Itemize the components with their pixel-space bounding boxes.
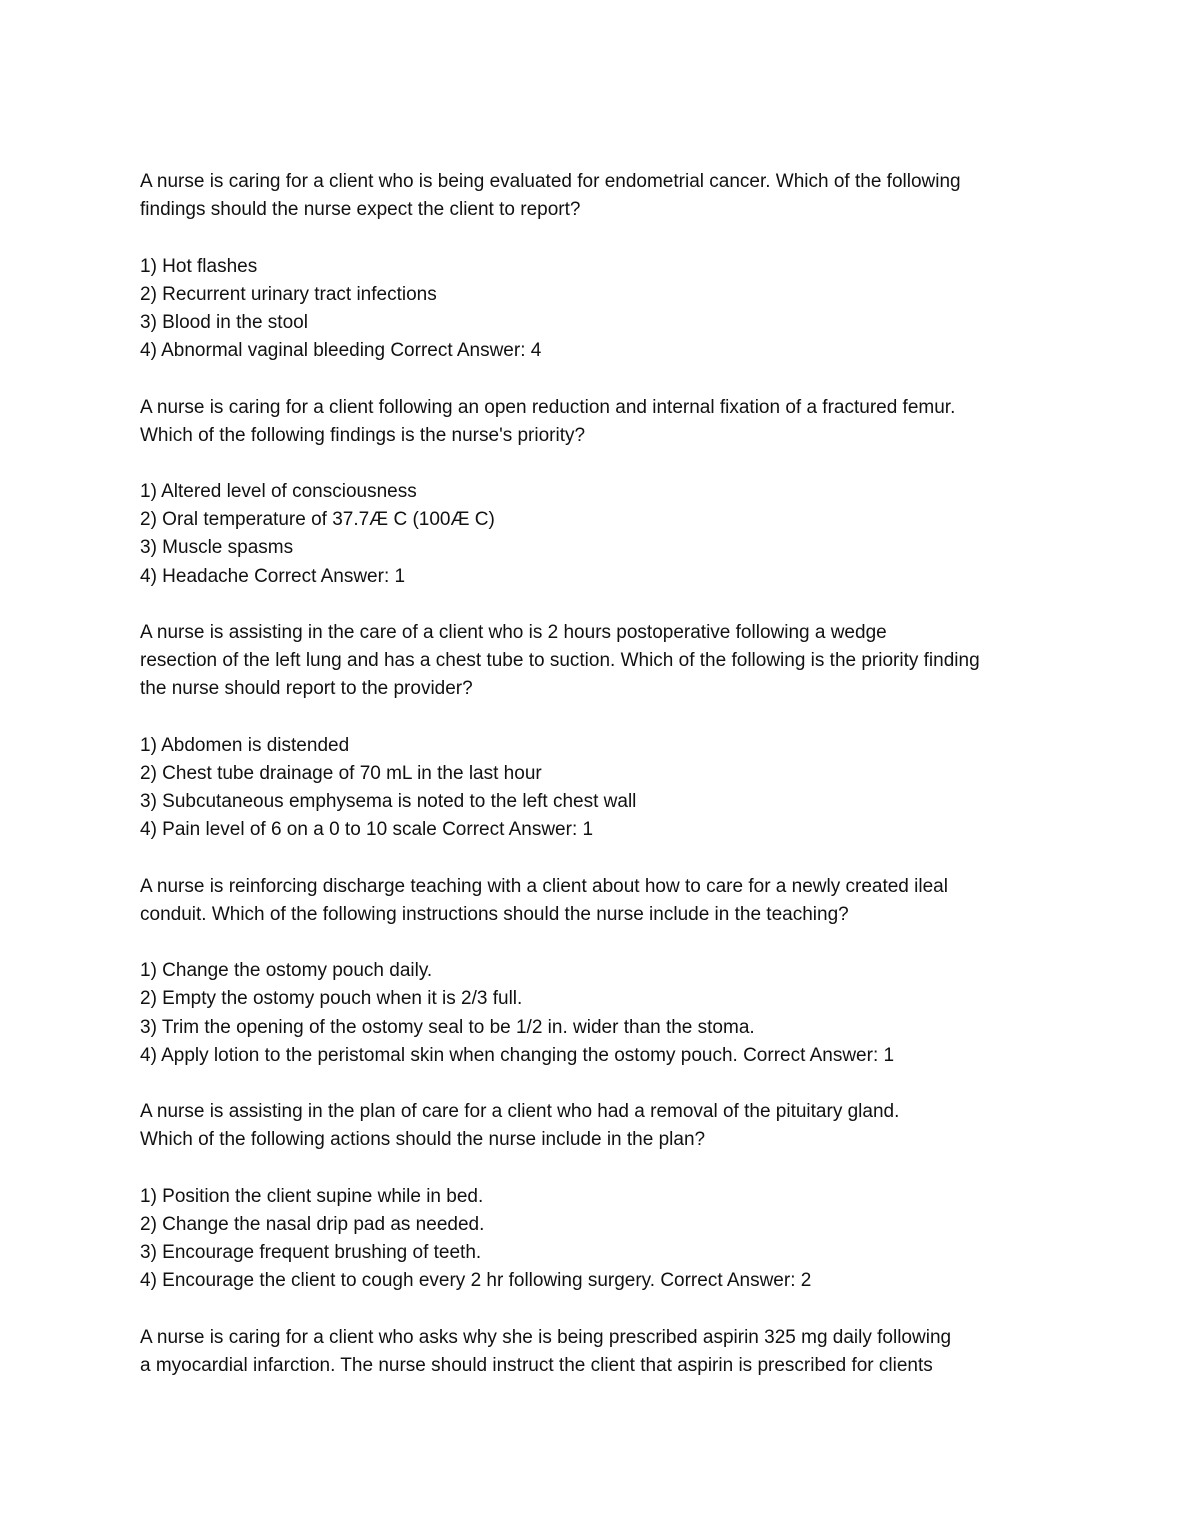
document-page <box>140 168 1040 1380</box>
question-2 <box>140 394 1040 591</box>
answer-option: 4) Pain level of 6 on a 0 to 10 scale Correct Answer: 1 <box>140 819 594 841</box>
question-stem-line: A nurse is assisting in the care of a client who is 2 hours postoperative following a wedge <box>140 622 887 643</box>
answer-option: 1) Altered level of consciousness <box>140 481 417 503</box>
answer-option: 3) Encourage frequent brushing of teeth. <box>140 1242 482 1264</box>
answer-option: 1) Abdomen is distended <box>140 734 350 756</box>
answer-option: 1) Hot flashes <box>140 255 258 277</box>
answer-option: 3) Blood in the stool <box>140 311 308 333</box>
answer-option: 2) Empty the ostomy pouch when it is 2/3 full. <box>140 988 523 1010</box>
question-stem-line: Which of the following findings is the nurse's priority? <box>140 424 586 446</box>
question-stem-line: A nurse is caring for a client following an open reduction and internal fixation of a fractured femur. <box>140 396 956 418</box>
question-stem-line: the nurse should report to the provider? <box>140 678 473 700</box>
question-3 <box>140 619 1040 845</box>
question-stem-line: findings should the nurse expect the client to report? <box>140 199 581 221</box>
answer-option: 4) Apply lotion to the peristomal skin when changing the ostomy pouch. Correct Answer: 1 <box>140 1044 895 1066</box>
question-stem-line: conduit. Which of the following instructions should the nurse include in the teaching? <box>140 903 849 925</box>
question-stem-line: a myocardial infarction. The nurse should instruct the client that aspirin is prescribed for clients <box>140 1354 933 1376</box>
question-stem-line: A nurse is caring for a client who asks why she is being prescribed aspirin 325 mg daily following <box>140 1326 952 1348</box>
answer-option: 1) Position the client supine while in bed. <box>140 1185 484 1207</box>
question-4 <box>140 873 1040 1070</box>
answer-option: 2) Recurrent urinary tract infections <box>140 283 437 305</box>
question-1 <box>140 168 1040 365</box>
answer-option: 3) Muscle spasms <box>140 537 294 559</box>
question-stem-line: A nurse is caring for a client who is being evaluated for endometrial cancer. Which of the following <box>140 171 961 192</box>
question-stem-line: resection of the left lung and has a chest tube to suction. Which of the following is the priority finding <box>140 650 980 672</box>
question-stem-line: Which of the following actions should the nurse include in the plan? <box>140 1129 706 1151</box>
question-stem-line: A nurse is reinforcing discharge teaching with a client about how to care for a newly created ileal <box>140 875 948 897</box>
question-5 <box>140 1098 1040 1295</box>
answer-option: 2) Oral temperature of 37.7Æ C (100Æ C) <box>140 509 495 531</box>
answer-option: 3) Trim the opening of the ostomy seal to be 1/2 in. wider than the stoma. <box>140 1016 755 1038</box>
answer-option: 2) Chest tube drainage of 70 mL in the last hour <box>140 762 542 784</box>
answer-option: 4) Abnormal vaginal bleeding Correct Answer: 4 <box>140 340 542 362</box>
question-6 <box>140 1324 1040 1380</box>
answer-option: 2) Change the nasal drip pad as needed. <box>140 1213 485 1235</box>
answer-option: 4) Encourage the client to cough every 2 hr following surgery. Correct Answer: 2 <box>140 1270 812 1292</box>
answer-option: 1) Change the ostomy pouch daily. <box>140 960 433 982</box>
answer-option: 3) Subcutaneous emphysema is noted to the left chest wall <box>140 791 637 813</box>
answer-option: 4) Headache Correct Answer: 1 <box>140 565 406 587</box>
question-stem-line: A nurse is assisting in the plan of care for a client who had a removal of the pituitary gland. <box>140 1101 900 1123</box>
